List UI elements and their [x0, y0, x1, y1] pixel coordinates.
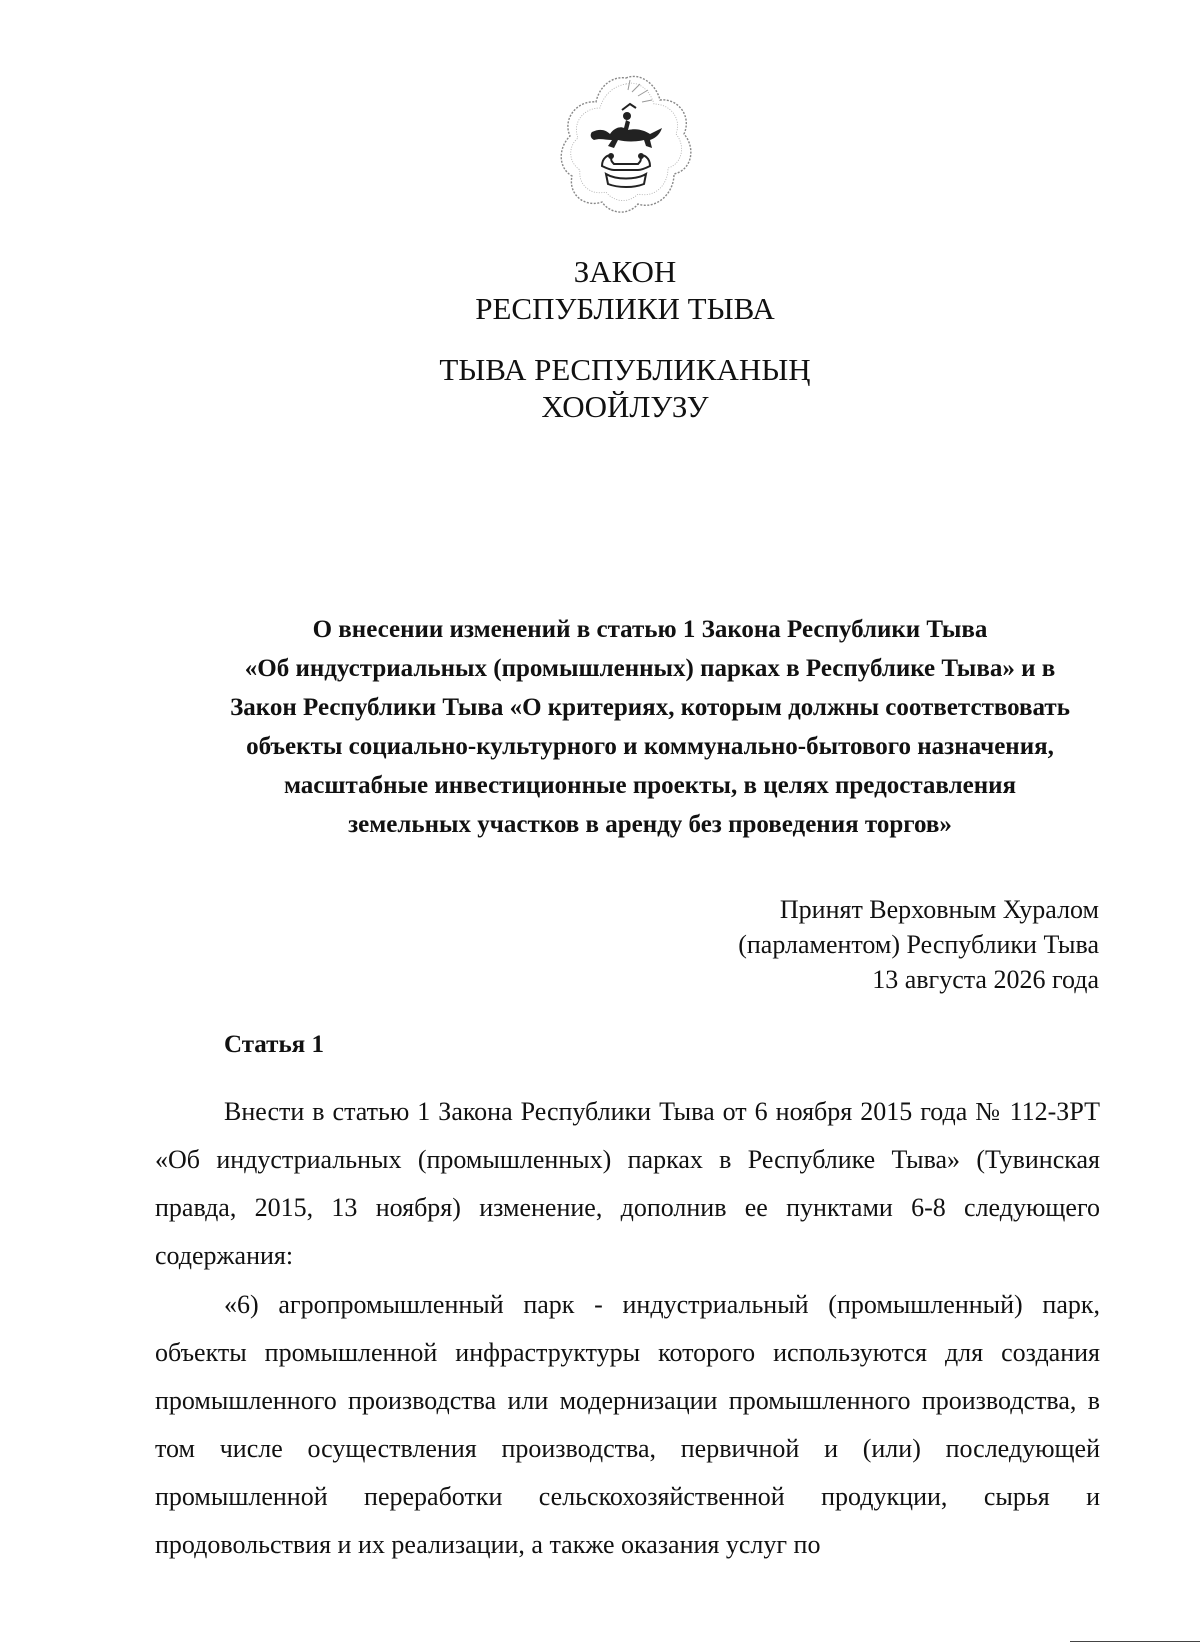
- subject-line: «Об индустриальных (промышленных) парках в Республике Тыва» и в: [244, 655, 1056, 682]
- article-heading: Статья 1: [224, 1031, 324, 1058]
- coat-of-arms-icon: [556, 70, 696, 220]
- adoption-line: (парламентом) Республики Тыва: [738, 930, 1099, 959]
- subject-line: объекты социально-культурного и коммунально-бытового назначения,: [246, 733, 1054, 760]
- paragraph: «6) агропромышленный парк - индустриальный (промышленный) парк, объекты промышленной инфраструктуры которого используются для создания промышленного производства или модернизации промышленного производства, в том числе осуществления производства, первичной и (или) последующей промышленной переработки сельскохозяйственной продукции, сырья и продовольствия и их реализации, а также оказания услуг по: [155, 1290, 1100, 1559]
- title-tyv-line1: ТЫВА РЕСПУБЛИКАНЫҢ: [439, 352, 811, 387]
- title-ru-line1: ЗАКОН: [573, 254, 677, 289]
- subject-line: О внесении изменений в статью 1 Закона Республики Тыва: [312, 616, 988, 643]
- subject-line: земельных участков в аренду без проведения торгов»: [348, 811, 952, 838]
- adoption-line: Принят Верховным Хуралом: [779, 895, 1099, 924]
- title-tyv-line2: ХООЙЛУЗУ: [541, 389, 709, 424]
- law-title-ru: [0, 253, 1200, 327]
- article-body: [155, 1088, 1100, 1569]
- law-title-tyv: [0, 351, 1200, 425]
- adoption-date: 13 августа 2026 года: [872, 965, 1099, 994]
- paragraph: Внести в статью 1 Закона Республики Тыва от 6 ноября 2015 года № 112-ЗРТ «Об индустриальных (промышленных) парках в Республике Тыва» (Тувинская правда, 2015, 13 ноября) изменение, дополнив ее пунктами 6-8 следующего содержания:: [155, 1097, 1100, 1270]
- law-subject: [150, 610, 1150, 844]
- subject-line: Закон Республики Тыва «О критериях, которым должны соответствовать: [230, 694, 1070, 721]
- adoption-note: [738, 892, 1099, 997]
- subject-line: масштабные инвестиционные проекты, в целях предоставления: [283, 772, 1017, 799]
- title-ru-line2: РЕСПУБЛИКИ ТЫВА: [475, 291, 775, 326]
- page-edge-line: [1070, 1641, 1200, 1642]
